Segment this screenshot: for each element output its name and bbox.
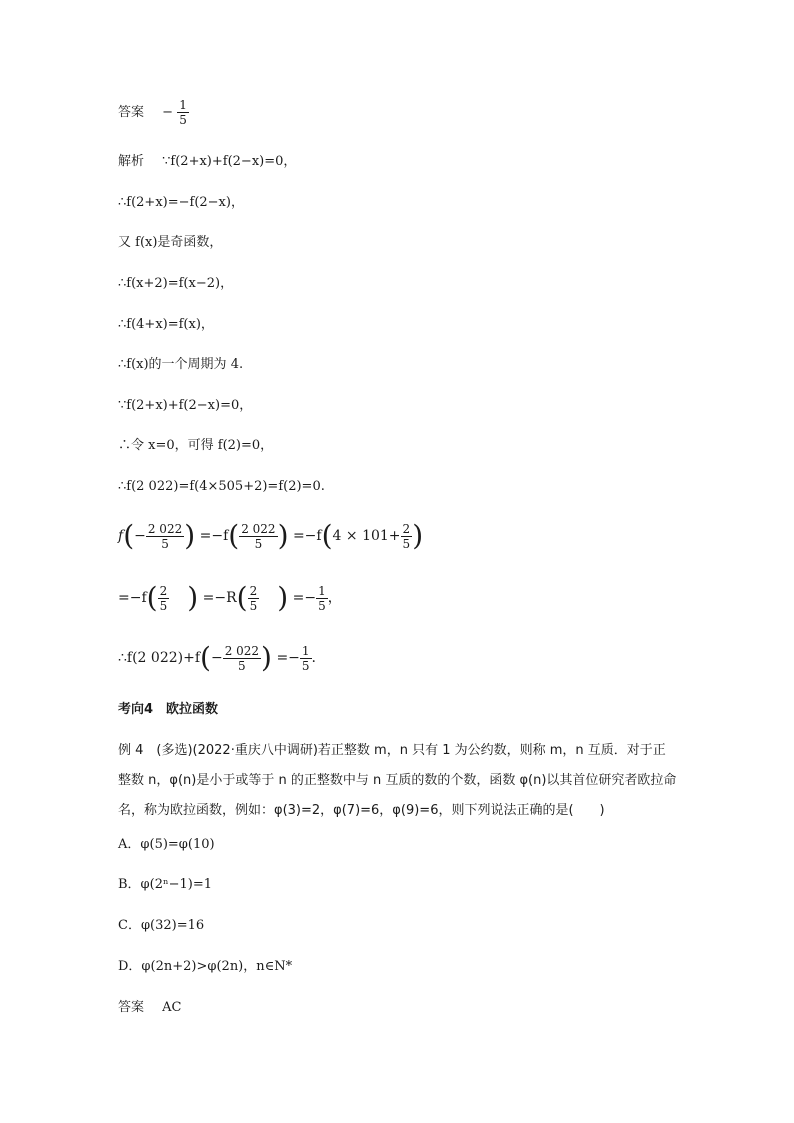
answer-value: AC xyxy=(162,1000,182,1015)
answer-label-2: 答案 xyxy=(118,1000,145,1015)
analysis-line-6: ∴f(x)的一个周期为 4. xyxy=(118,357,244,372)
analysis-line-2: ∴f(2+x)=−f(2−x)， xyxy=(118,195,244,210)
answer-line-1 xyxy=(118,98,189,127)
analysis-line-7: ∵f(2+x)+f(2−x)=0， xyxy=(118,398,253,413)
option-d: D．φ(2n+2)>φ(2n)，n∈N* xyxy=(118,959,293,974)
analysis-line-8: ∴令 x=0，可得 f(2)=0， xyxy=(118,438,274,453)
option-b: B．φ(2ⁿ−1)=1 xyxy=(118,877,213,892)
example-paragraph: 例 4 (多选)(2022·重庆八中调研)若正整数 m，n 只有 1 为公约数，则称 m，n 互质．对于正整数 n，φ(n)是小于或等于 n 的正整数中与 n 互质的数的个数，函数 φ(n)以其首位研究者欧拉命名，称为欧拉函数，例如：φ(3)=2，φ(7)=6，φ(9)=6，则下列说法正确的是( ) xyxy=(118,743,677,818)
equation-2: =−f( $\frac{2}{5}$ ) =−R( $\frac{2}{5}$ ) =− $\frac{1}{5}$ ， xyxy=(118,581,342,614)
analysis-line-4: ∴f(x+2)=f(x−2)， xyxy=(118,276,234,291)
answer-line-2 xyxy=(118,999,182,1017)
answer-fraction: $\frac{1}{5}$ xyxy=(179,98,187,127)
analysis-line-1: 解析 ∵f(2+x)+f(2−x)=0， xyxy=(118,154,297,169)
option-a: A．φ(5)=φ(10) xyxy=(118,837,215,852)
section-title: 考向4 欧拉函数 xyxy=(118,702,219,717)
equation-3: ∴f(2 022)+f(− $\frac{2 022}{5}$ ) =− $\frac{1}{5}$ . xyxy=(118,641,316,674)
answer-label: 答案 xyxy=(118,105,145,120)
analysis-label: 解析 xyxy=(118,154,145,169)
analysis-line-9: ∴f(2 022)=f(4×505+2)=f(2)=0. xyxy=(118,479,325,494)
analysis-line-5: ∴f(4+x)=f(x)， xyxy=(118,317,214,332)
equation-1: f(− $\frac{2 022}{5}$ ) =−f( $\frac{2 022}{5}$ ) =−f(4 × 101+ $\frac{2}{5}$ ) xyxy=(118,519,424,552)
answer-sign: − xyxy=(162,105,174,120)
option-c: C．φ(32)=16 xyxy=(118,918,205,933)
analysis-line-3: 又 f(x)是奇函数， xyxy=(118,235,223,250)
